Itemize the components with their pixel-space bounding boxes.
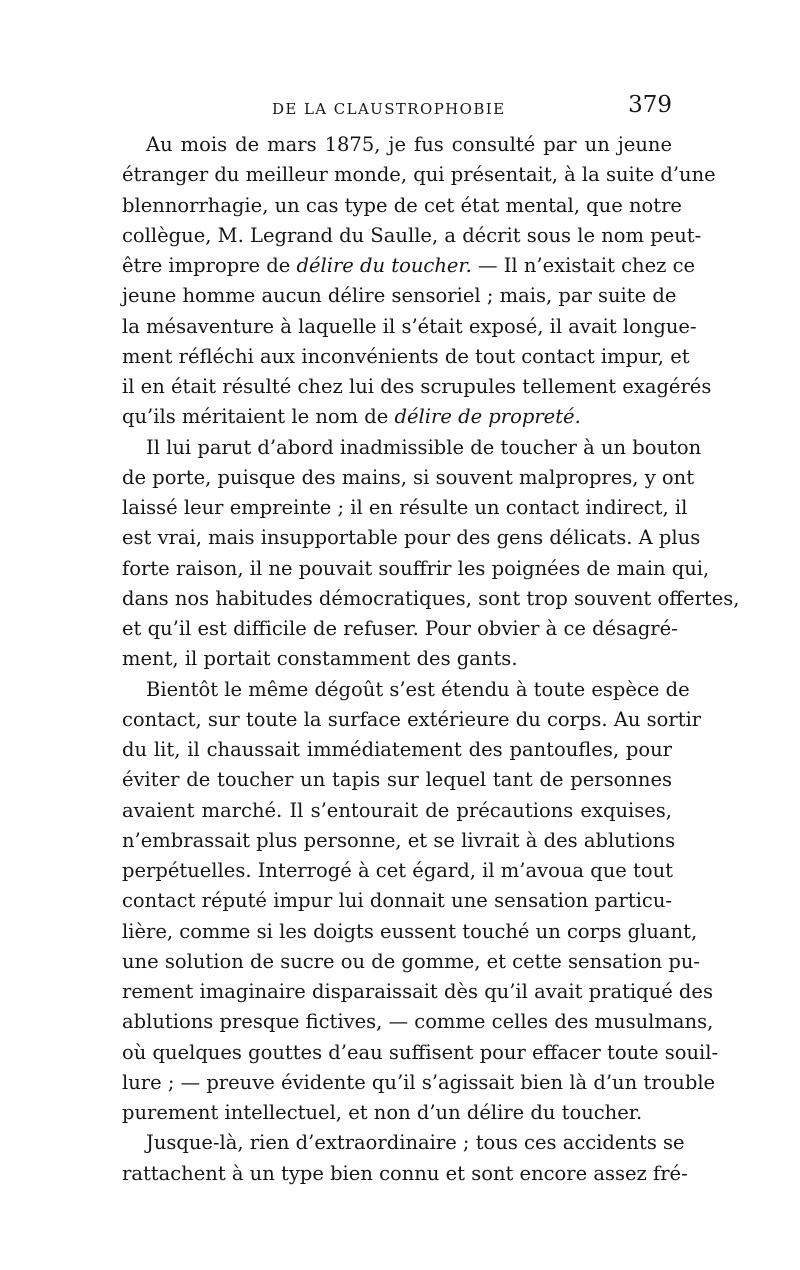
text-line: étranger du meilleur monde, qui présentait, à la suite d’une — [122, 163, 716, 187]
text-line: une solution de sucre ou de gomme, et cette sensation pu- — [122, 949, 700, 973]
text-line: rattachent à un type bien connu et sont encore assez fré- — [122, 1161, 688, 1185]
text-line: contact réputé impur lui donnait une sensation particu- — [122, 889, 672, 913]
text-line — [122, 251, 696, 281]
text-line: perpétuelles. Interrogé à cet égard, il m’avoua que tout — [122, 859, 674, 882]
text-run: — Il n’existait chez ce — [471, 254, 696, 277]
text-line: Jusque-là, rien d’extraordinaire ; tous ces accidents se — [146, 1131, 685, 1155]
text-line: lière, comme si les doigts eussent touché un corps gluant, — [122, 919, 698, 943]
text-line: et qu’il est difficile de refuser. Pour obvier à ce désagré- — [122, 617, 678, 640]
text-line: lure ; — preuve évidente qu’il s’agissait bien là d’un trouble — [122, 1070, 716, 1094]
text-line: blennorrhagie, un cas type de cet état mental, que notre — [122, 193, 682, 217]
text-line: ment réfléchi aux inconvénients de tout contact impur, et — [122, 344, 690, 368]
text-line: la mésaventure à laquelle il s’était exposé, il avait longue- — [122, 314, 697, 338]
body-text — [122, 130, 740, 1189]
text-line: collègue, M. Legrand du Saulle, a décrit sous le nom peut- — [122, 223, 702, 247]
text-line — [122, 402, 672, 432]
text-line: ment, il portait constamment des gants. — [122, 647, 518, 671]
text-line: il en était résulté chez lui des scrupules tellement exagérés — [122, 375, 712, 398]
text-line: éviter de toucher un tapis sur lequel tant de personnes — [122, 768, 672, 792]
italic-run: délire du toucher. — [296, 254, 472, 277]
text-line: où quelques gouttes d’eau suffisent pour effacer toute souil- — [122, 1040, 719, 1064]
text-line: rement imaginaire disparaissait dès qu’il avait pratiqué des — [122, 980, 713, 1003]
text-line: avaient marché. Il s’entourait de précautions exquises, — [122, 798, 672, 822]
text-line: dans nos habitudes démocratiques, sont trop souvent offertes, — [122, 586, 740, 610]
text-run: qu’ils méritaient le nom de — [122, 405, 395, 429]
text-line: ablutions presque fictives, — comme celles des musulmans, — [122, 1010, 714, 1034]
text-line: contact, sur toute la surface extérieure du corps. Au sortir — [122, 707, 702, 731]
text-line: Bientôt le même dégoût s’est étendu à toute espèce de — [146, 677, 690, 701]
text-line: est vrai, mais insupportable pour des gens délicats. A plus — [122, 526, 701, 550]
text-line: jeune homme aucun délire sensoriel ; mais, par suite de — [122, 284, 677, 308]
text-line: Au mois de mars 1875, je fus consulté par un jeune — [146, 133, 672, 156]
text-line: forte raison, il ne pouvait souffrir les poignées de main qui, — [122, 556, 710, 580]
text-line: Il lui parut d’abord inadmissible de toucher à un bouton — [146, 435, 702, 459]
text-line: n’embrassait plus personne, et se livrait à des ablutions — [122, 828, 676, 852]
text-line: du lit, il chaussait immédiatement des pantoufles, pour — [122, 738, 672, 761]
running-title: DE LA CLAUSTROPHOBIE — [272, 100, 506, 118]
italic-run: délire de propreté. — [394, 405, 581, 429]
text-run: être impropre de — [122, 254, 297, 277]
text-line: laissé leur empreinte ; il en résulte un contact indirect, il — [122, 496, 688, 519]
running-head — [122, 92, 672, 122]
text-line: de porte, puisque des mains, si souvent malpropres, y ont — [122, 465, 695, 489]
text-line: purement intellectuel, et non d’un délire du toucher. — [122, 1101, 643, 1124]
page-number: 379 — [628, 92, 672, 118]
